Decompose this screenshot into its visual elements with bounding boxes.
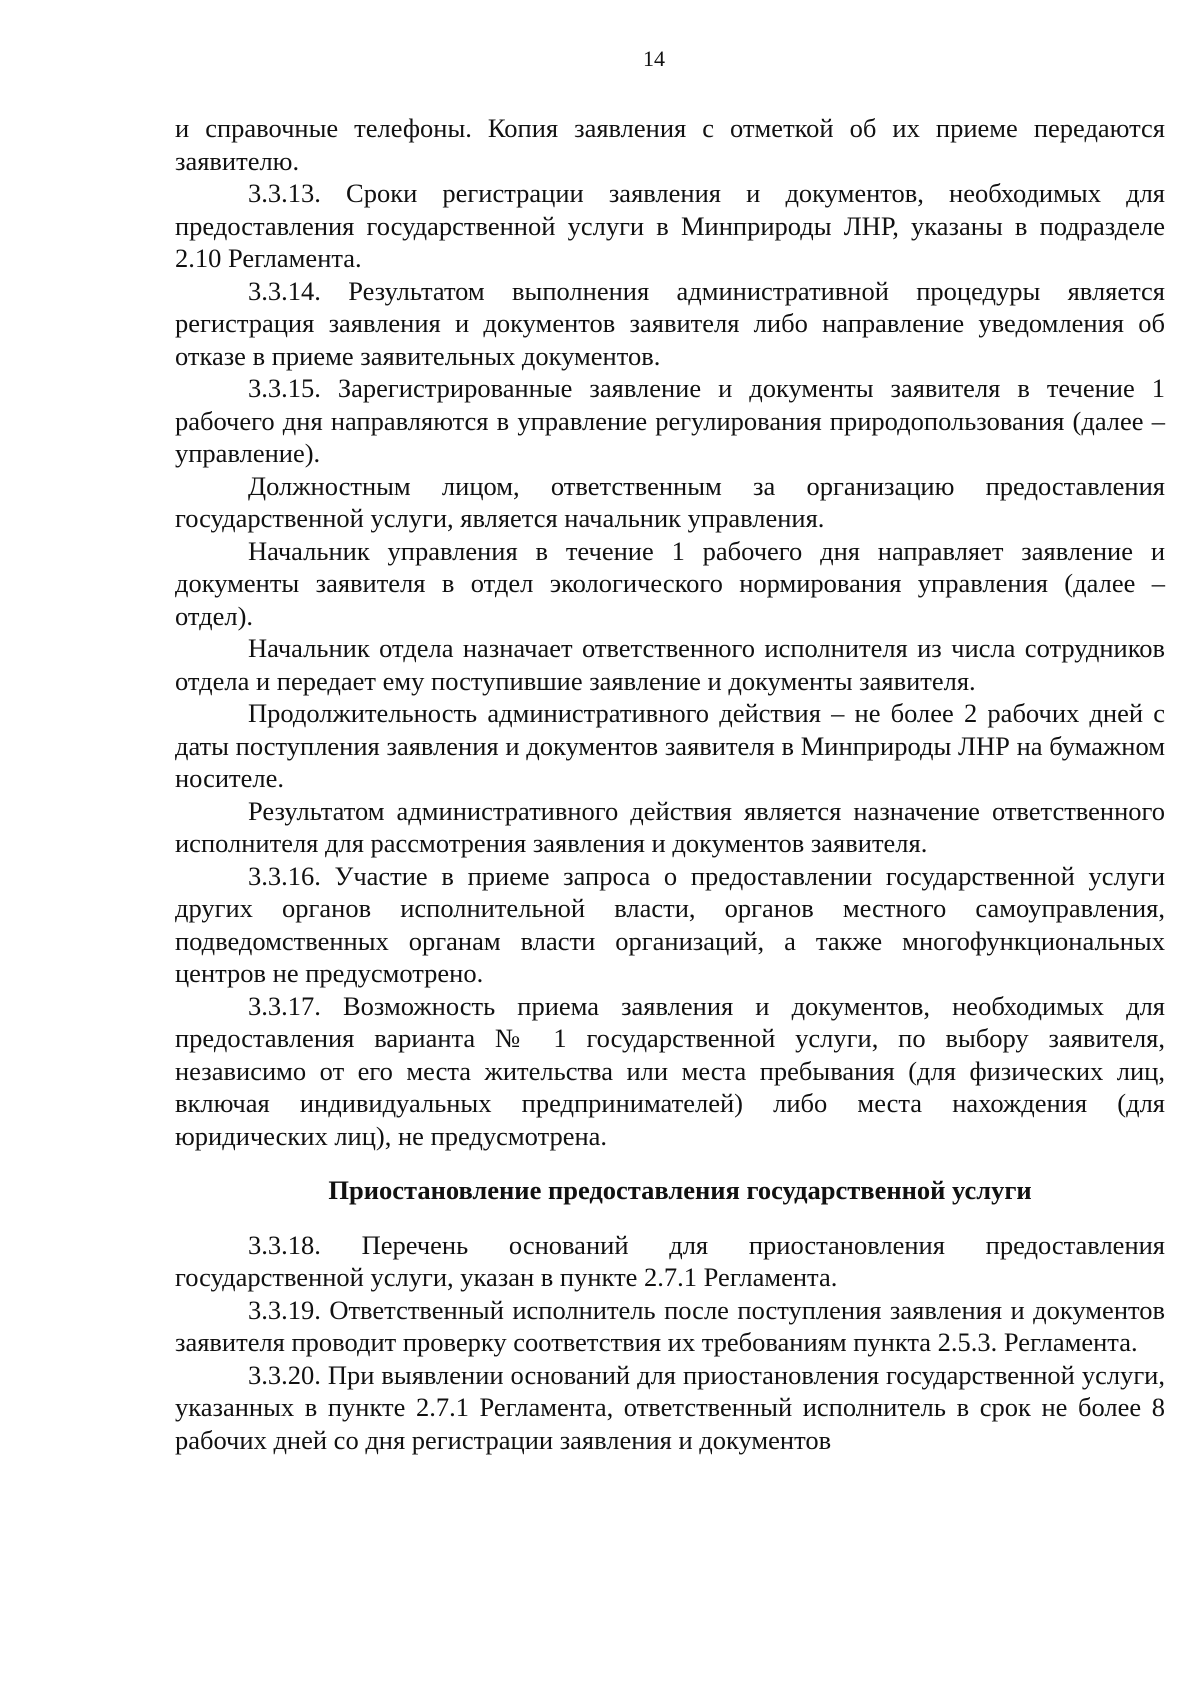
paragraph: 3.3.18. Перечень оснований для приостановления предоставления государственной услуги, указан в пункте 2.7.1 Регламента. (175, 1229, 1165, 1292)
section-heading: Приостановление предоставления государственной услуги (328, 1175, 1032, 1205)
paragraph: и справочные телефоны. Копия заявления с отметкой об их приеме передаются заявителю. (175, 113, 1165, 176)
page-number: 14 (643, 46, 665, 71)
paragraph: 3.3.15. Зарегистрированные заявление и документы заявителя в течение 1 рабочего дня направляются в управление регулирования природопользования (далее – управление). (175, 373, 1165, 468)
document-body (175, 112, 1165, 1456)
paragraph: Начальник отдела назначает ответственного исполнителя из числа сотрудников отдела и передает ему поступившие заявление и документы заявителя. (175, 633, 1165, 696)
paragraph: 3.3.13. Сроки регистрации заявления и документов, необходимых для предоставления государственной услуги в Минприроды ЛНР, указаны в подразделе 2.10 Регламента. (175, 178, 1165, 273)
paragraphs-before-heading (175, 112, 1165, 1152)
paragraph: 3.3.20. При выявлении оснований для приостановления государственной услуги, указанных в пункте 2.7.1 Регламента, ответственный исполнитель в срок не более 8 рабочих дней со дня регистрации заявления и документов (175, 1359, 1165, 1455)
paragraph: 3.3.17. Возможность приема заявления и документов, необходимых для предоставления варианта № 1 государственной услуги, по выбору заявителя, независимо от его места жительства или места пребывания (для физических лиц, включая индивидуальных предпринимателей) либо места нахождения (для юридических лиц), не предусмотрена. (175, 990, 1165, 1151)
paragraph: Результатом административного действия является назначение ответственного исполнителя для рассмотрения заявления и документов заявителя. (175, 795, 1165, 858)
paragraph: Начальник управления в течение 1 рабочего дня направляет заявление и документы заявителя в отдел экологического нормирования управления (далее – отдел). (175, 535, 1165, 631)
paragraph: Продолжительность административного действия – не более 2 рабочих дней с даты поступления заявления и документов заявителя в Минприроды ЛНР на бумажном носителе. (175, 698, 1165, 793)
paragraphs-after-heading (175, 1229, 1165, 1457)
paragraph: 3.3.14. Результатом выполнения административной процедуры является регистрация заявления и документов заявителя либо направление уведомления об отказе в приеме заявительных документов. (175, 275, 1165, 371)
paragraph: 3.3.16. Участие в приеме запроса о предоставлении государственной услуги других органов исполнительной власти, органов местного самоуправления, подведомственных органам власти организаций, а также многофункциональных центров не предусмотрено. (175, 860, 1165, 988)
paragraph: 3.3.19. Ответственный исполнитель после поступления заявления и документов заявителя проводит проверку соответствия их требованиям пункта 2.5.3. Регламента. (175, 1294, 1165, 1357)
paragraph: Должностным лицом, ответственным за организацию предоставления государственной услуги, является начальник управления. (175, 470, 1165, 533)
